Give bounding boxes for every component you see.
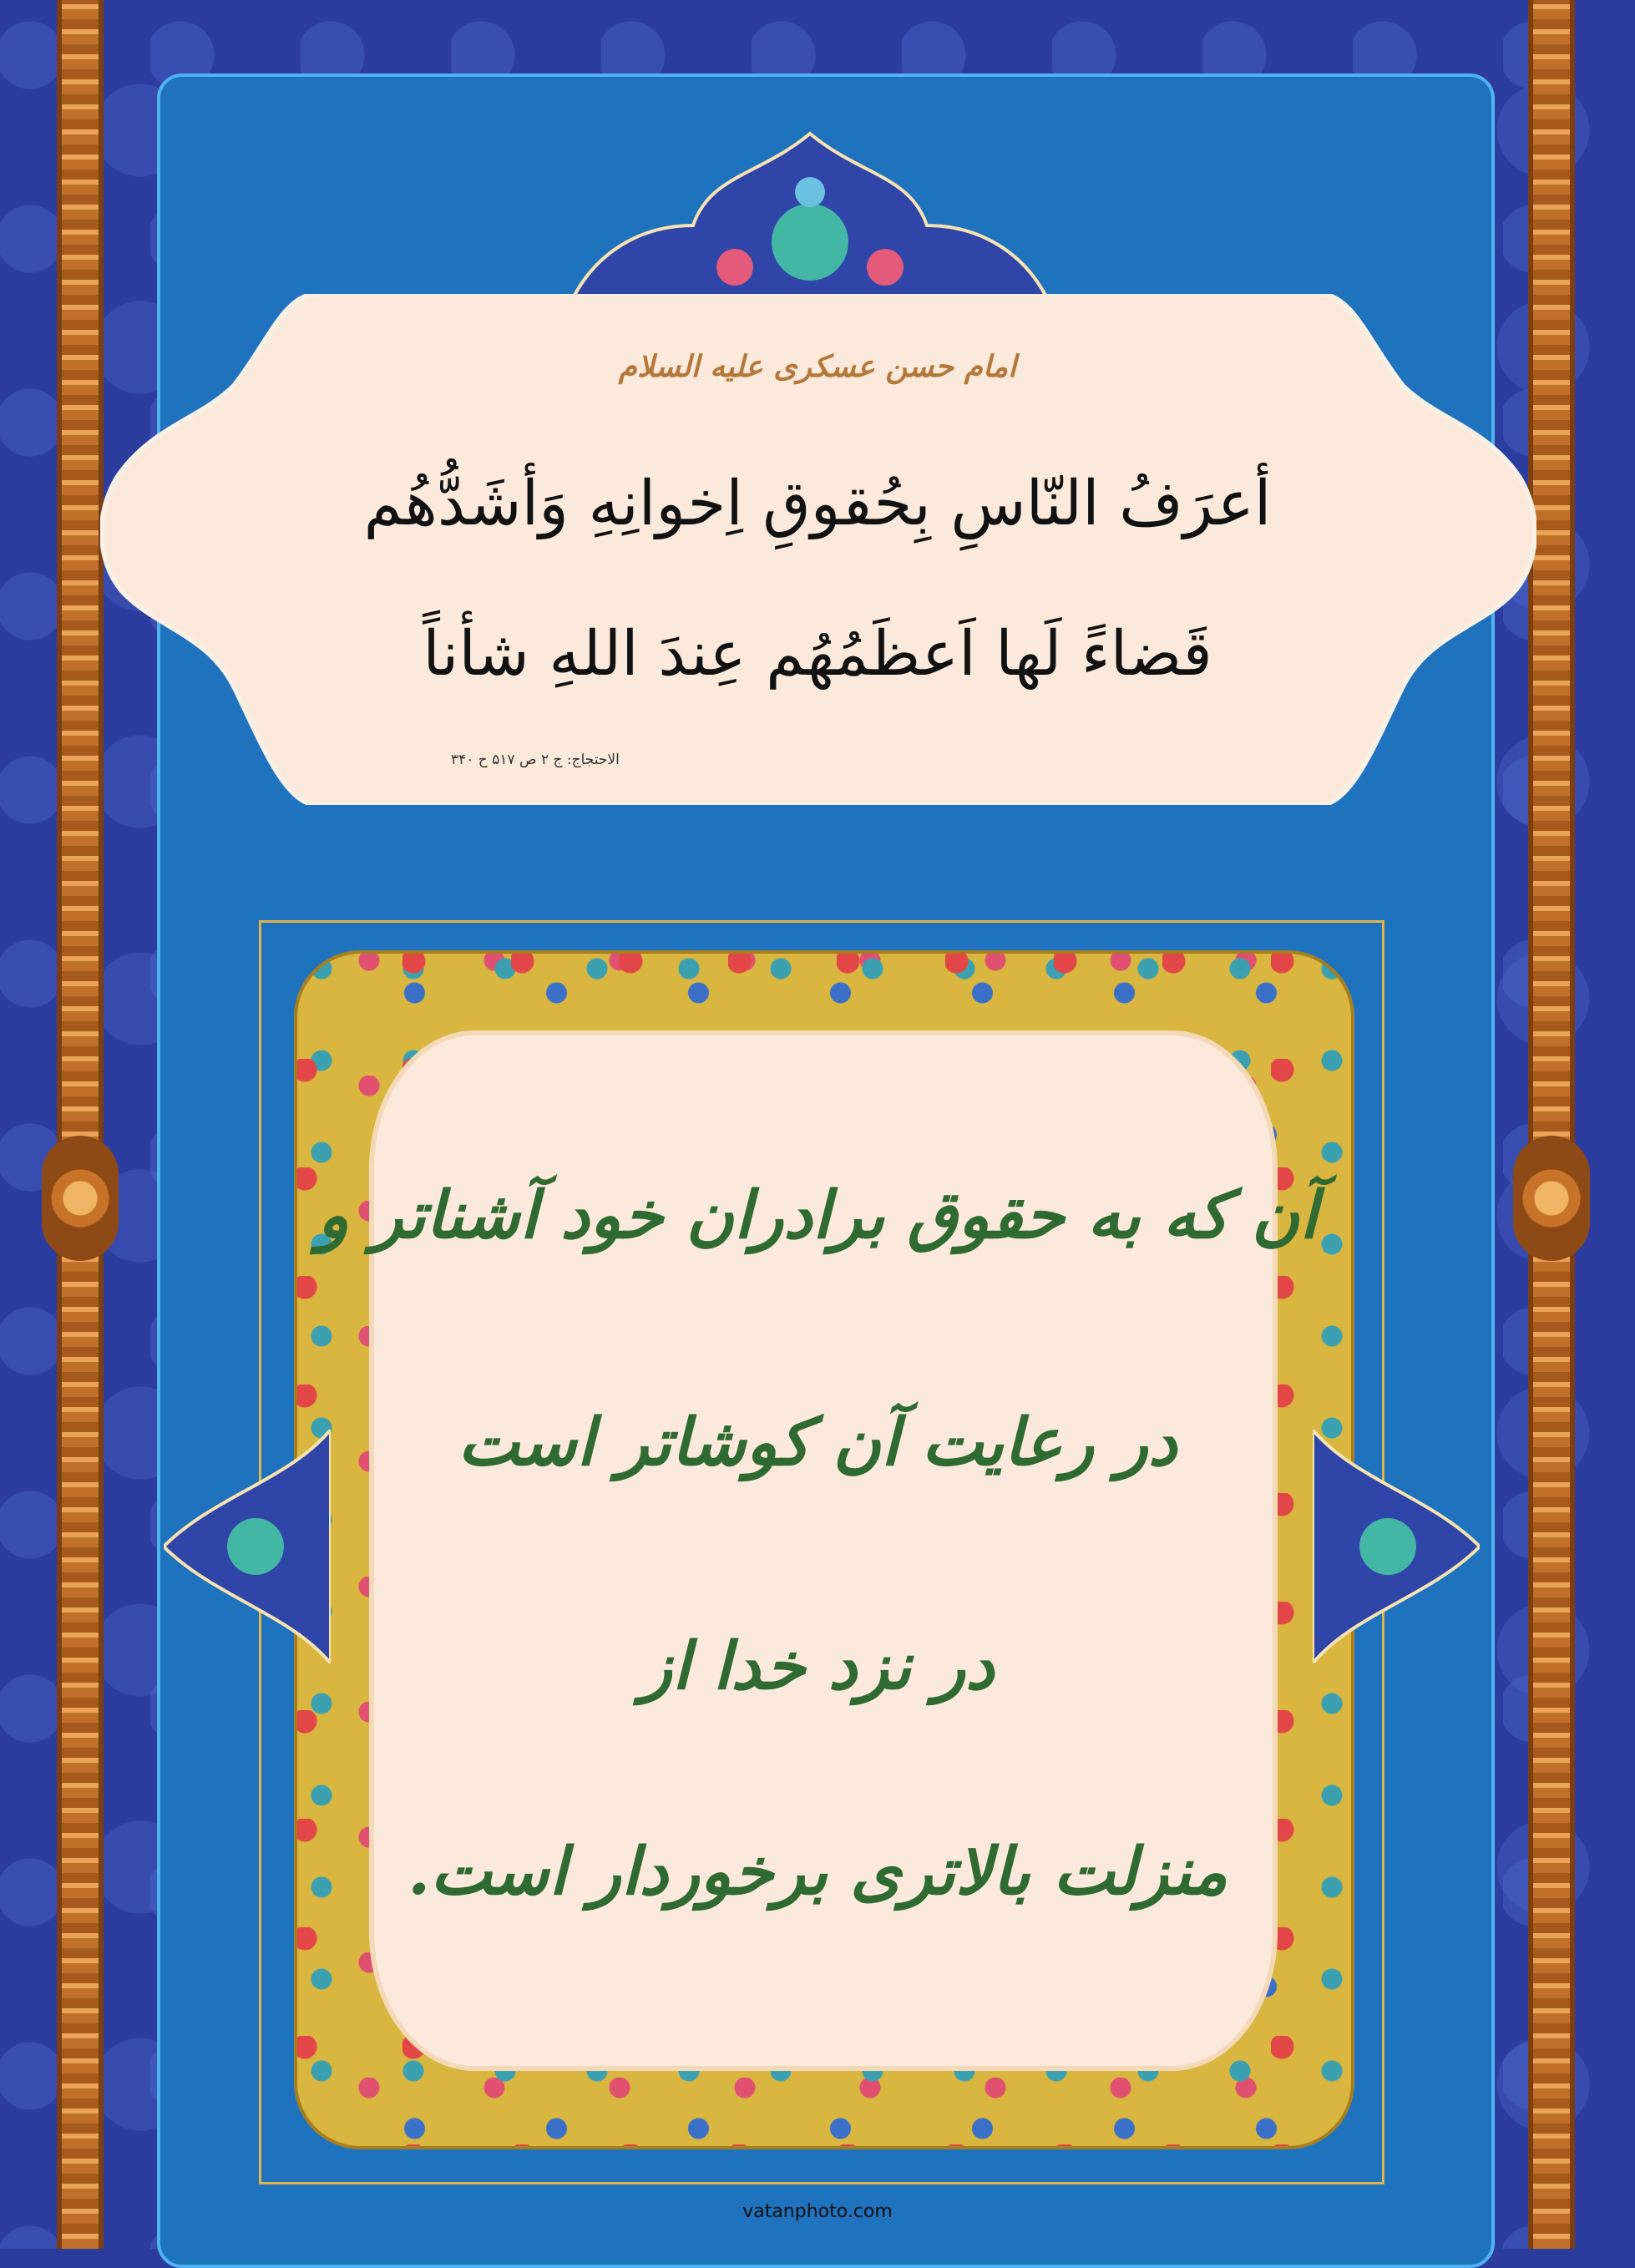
translation-line-2: در رعایت آن کوشاتر است [458,1405,1177,1481]
translation-line-4: منزلت بالاتری برخوردار است. [407,1834,1228,1910]
arabic-hadith-line-1: أعرَفُ النّاسِ بِحُقوقِ اِخوانِهِ وَأشَدُّهُم [363,468,1272,539]
left-ornamental-pillar [57,0,104,2249]
top-medallion-ornament [559,125,1060,317]
arabic-hadith-line-2: قَضاءً لَها اَعظَمُهُم عِندَ اللهِ شأناً [423,618,1212,690]
author-attribution: امام حسن عسکری علیه السلام [618,349,1017,384]
translation-line-3: در نزد خدا از [640,1628,995,1704]
site-watermark: vatanphoto.com [742,2201,893,2222]
translation-line-1: آن که به حقوق برادران خود آشناتر و [317,1177,1318,1253]
hadith-source-reference: الاحتجاج: ج ۲ ص ۵۱۷ ح ۳۴۰ [451,752,620,768]
